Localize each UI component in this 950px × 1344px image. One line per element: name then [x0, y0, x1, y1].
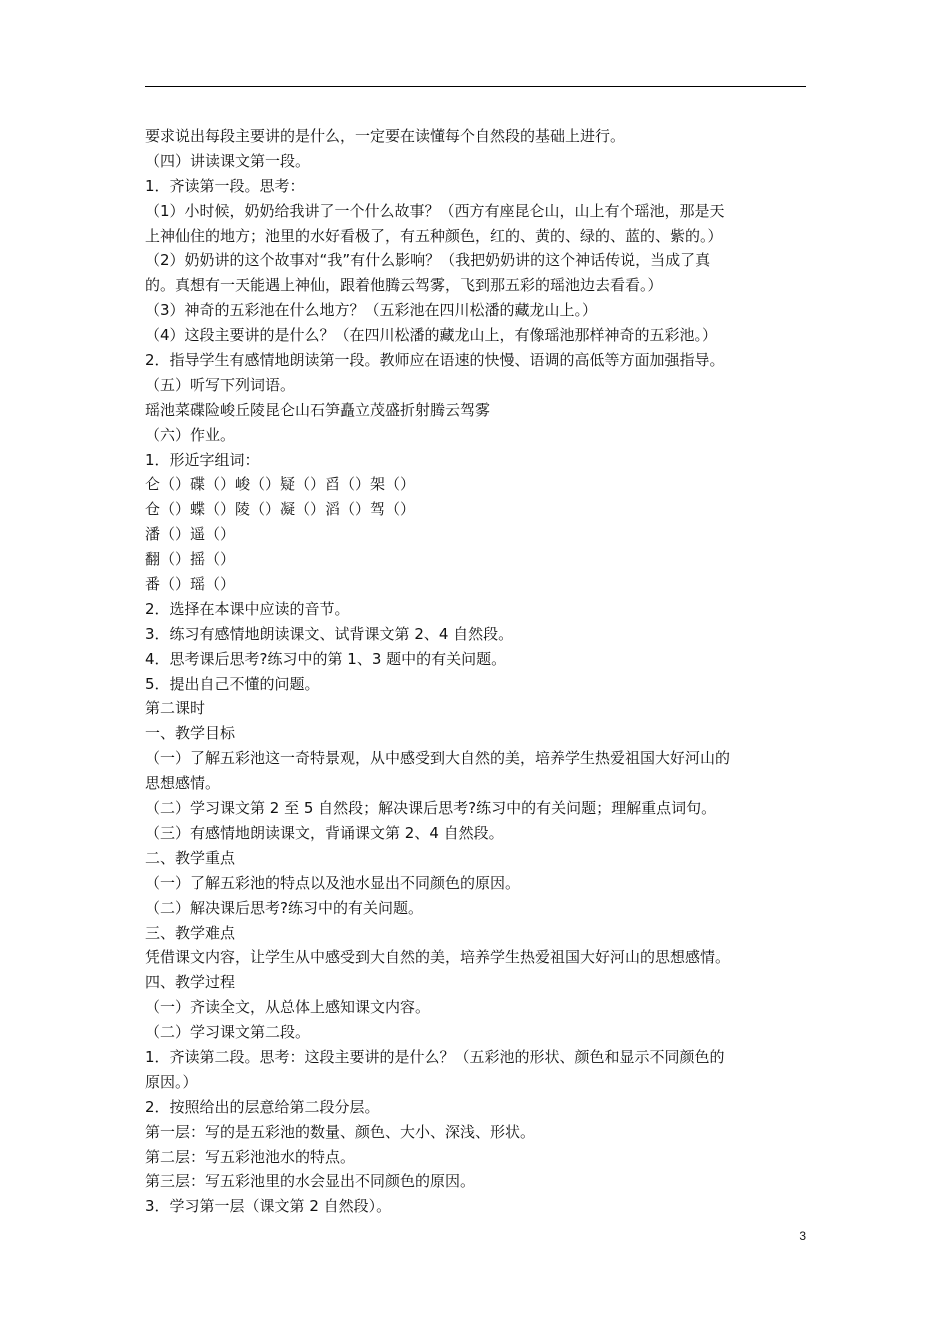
text-line: 第一层：写的是五彩池的数量、颜色、大小、深浅、形状。 — [145, 1122, 536, 1141]
text-line: （2）奶奶讲的这个故事对“我”有什么影响？（我把奶奶讲的这个神话传说，当成了真 — [145, 251, 711, 270]
text-line: 原因。） — [145, 1072, 198, 1091]
text-line: 要求说出每段主要讲的是什么，一定要在读懂每个自然段的基础上进行。 — [145, 127, 626, 145]
text-line: 番（）瑶（） — [145, 575, 236, 594]
text-line: 第三层：写五彩池里的水会显出不同颜色的原因。 — [145, 1172, 476, 1191]
text-line: （二）学习课文第二段。 — [145, 1023, 311, 1042]
text-line: 2．按照给出的层意给第二段分层。 — [145, 1097, 380, 1116]
text-line: 仓（）蝶（）陵（）凝（）滔（）驾（） — [145, 500, 416, 519]
text-line: （三）有感情地朗读课文，背诵课文第 2、4 自然段。 — [145, 823, 504, 842]
text-line: 3．学习第一层（课文第 2 自然段）。 — [145, 1197, 392, 1216]
text-line: 上神仙住的地方；池里的水好看极了，有五种颜色，红的、黄的、绿的、蓝的、紫的。） — [145, 226, 723, 245]
text-line: 4．思考课后思考?练习中的第 1、3 题中的有关问题。 — [145, 649, 507, 668]
section-heading: （五）听写下列词语。 — [145, 375, 296, 394]
text-line: 5．提出自己不懂的问题。 — [145, 674, 320, 693]
page-number: 3 — [799, 1229, 806, 1243]
document-body — [145, 124, 810, 1219]
text-line: 1．齐读第二段。思考：这段主要讲的是什么？（五彩池的形状、颜色和显示不同颜色的 — [145, 1047, 725, 1066]
text-line: （二）解决课后思考?练习中的有关问题。 — [145, 898, 423, 917]
text-line: （二）学习课文第 2 至 5 自然段；解决课后思考?练习中的有关问题；理解重点词句。 — [145, 799, 717, 818]
section-heading: 第二课时 — [145, 699, 206, 718]
text-line: （1）小时候，奶奶给我讲了一个什么故事？（西方有座昆仑山，山上有个瑶池，那是天 — [145, 201, 725, 220]
header-rule — [145, 86, 806, 87]
text-line: （一）齐读全文，从总体上感知课文内容。 — [145, 998, 431, 1017]
section-heading: （四）讲读课文第一段。 — [145, 151, 311, 170]
text-line: 仑（）碟（）峻（）疑（）舀（）架（） — [145, 475, 416, 494]
text-line: （一）了解五彩池的特点以及池水显出不同颜色的原因。 — [145, 873, 521, 892]
section-heading: 一、教学目标 — [145, 724, 236, 743]
text-line: （4）这段主要讲的是什么？（在四川松潘的藏龙山上，有像瑶池那样神奇的五彩池。） — [145, 326, 718, 345]
text-line: （3）神奇的五彩池在什么地方？（五彩池在四川松潘的藏龙山上。） — [145, 301, 598, 320]
text-line: 潘（）遥（） — [145, 525, 236, 544]
section-heading: 四、教学过程 — [145, 973, 236, 992]
text-line: 1．齐读第一段。思考： — [145, 176, 305, 195]
text-line: （一）了解五彩池这一奇特景观，从中感受到大自然的美，培养学生热爱祖国大好河山的 — [145, 749, 731, 768]
text-line: 1．形近字组词： — [145, 450, 260, 469]
section-heading: 二、教学重点 — [145, 848, 236, 867]
text-line: 瑶池菜碟险峻丘陵昆仑山石笋矗立茂盛折射腾云驾雾 — [145, 400, 491, 419]
text-line: 2．选择在本课中应读的音节。 — [145, 599, 350, 618]
text-line: 第二层：写五彩池池水的特点。 — [145, 1147, 356, 1166]
text-line: 思想感情。 — [145, 774, 221, 793]
text-line: 2．指导学生有感情地朗读第一段。教师应在语速的快慢、语调的高低等方面加强指导。 — [145, 351, 725, 370]
text-line: 的。真想有一天能遇上神仙，跟着他腾云驾雾，飞到那五彩的瑶池边去看看。） — [145, 276, 663, 295]
section-heading: （六）作业。 — [145, 425, 236, 444]
text-line: 凭借课文内容，让学生从中感受到大自然的美，培养学生热爱祖国大好河山的思想感情。 — [145, 948, 731, 967]
section-heading: 三、教学难点 — [145, 923, 236, 942]
text-line: 3．练习有感情地朗读课文、试背课文第 2、4 自然段。 — [145, 624, 514, 643]
text-line: 翻（）摇（） — [145, 550, 236, 569]
